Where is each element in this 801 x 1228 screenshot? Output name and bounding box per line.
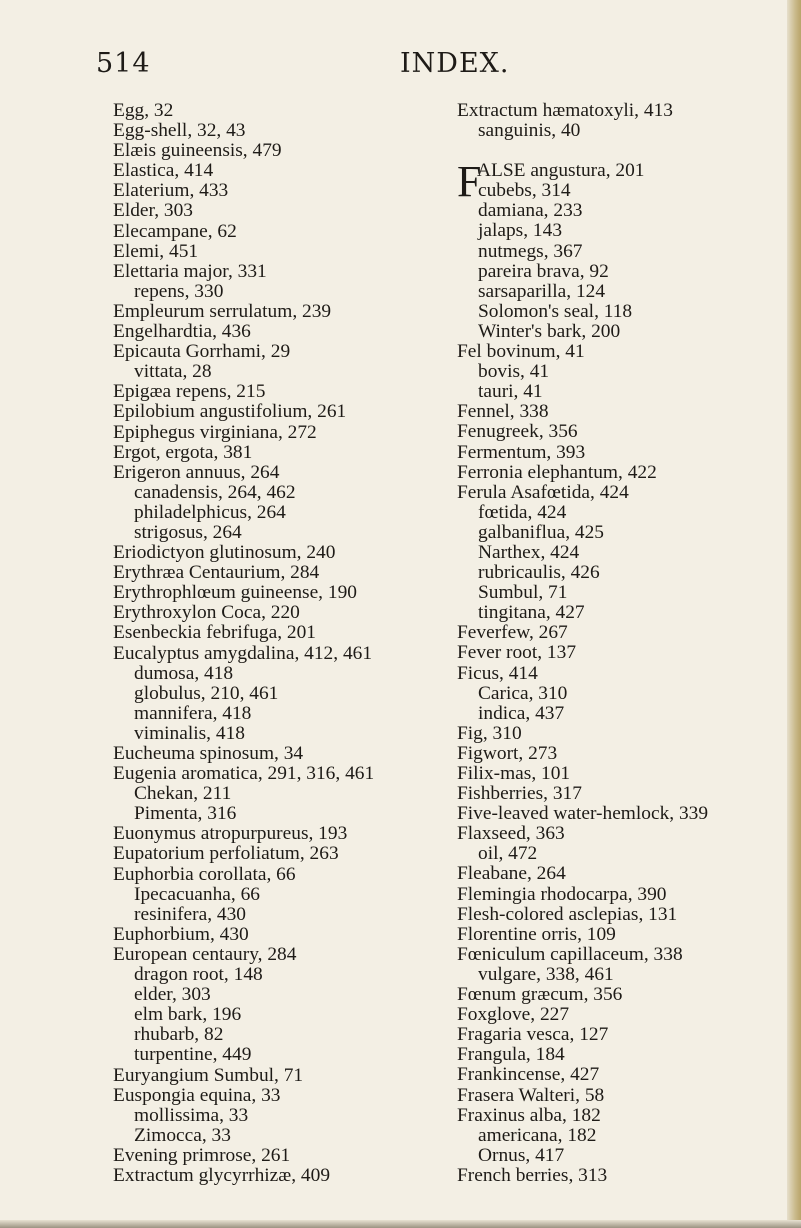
index-entry: Fœniculum capillaceum, 338	[457, 943, 683, 965]
index-subentry: tauri, 41	[478, 381, 543, 403]
index-subentry: Ipecacuanha, 66	[134, 883, 260, 905]
index-entry: Florentine orris, 109	[457, 923, 616, 945]
index-subentry: elder, 303	[134, 984, 211, 1006]
index-entry: Eugenia aromatica, 291, 316, 461	[113, 763, 375, 785]
index-entry: Foxglove, 227	[457, 1004, 570, 1026]
index-entry: Evening primrose, 261	[113, 1144, 291, 1166]
page-header	[0, 48, 801, 88]
index-subentry: dragon root, 148	[134, 964, 263, 986]
index-entry: Epilobium angustifolium, 261	[113, 401, 347, 423]
dropcap-sub-entries	[457, 181, 777, 342]
index-entry: Fenugreek, 356	[457, 421, 578, 443]
page-bottom-shadow	[0, 1220, 801, 1228]
index-entry: Esenbeckia febrifuga, 201	[113, 622, 316, 644]
index-subentry: canadensis, 264, 462	[134, 481, 296, 503]
index-entry: European centaury, 284	[113, 943, 297, 965]
index-entry: Flemingia rhodocarpa, 390	[457, 883, 667, 905]
index-entry: Frangula, 184	[457, 1044, 565, 1066]
index-entry: Elder, 303	[113, 200, 193, 222]
right-column-entries	[457, 342, 777, 1186]
drop-cap-letter: F	[457, 157, 482, 207]
index-entry: Ferronia elephantum, 422	[457, 461, 657, 483]
index-entry: Fraxinus alba, 182	[457, 1104, 601, 1126]
index-entry: Fermentum, 393	[457, 441, 586, 463]
page-edge-shadow	[787, 0, 801, 1228]
index-subentry: americana, 182	[478, 1124, 597, 1146]
index-entry: Euspongia equina, 33	[113, 1084, 281, 1106]
index-subentry: bovis, 41	[478, 361, 550, 383]
index-subentry: dumosa, 418	[134, 662, 234, 684]
index-entry: Erigeron annuus, 264	[113, 461, 280, 483]
right-column-top-entries	[457, 101, 777, 141]
index-subentry: sanguinis, 40	[478, 120, 581, 142]
index-subentry: vulgare, 338, 461	[478, 963, 614, 985]
index-subentry: Pimenta, 316	[134, 803, 237, 825]
index-subentry: repens, 330	[134, 280, 224, 302]
index-entry: Elastica, 414	[113, 160, 214, 182]
index-entry: Euphorbia corollata, 66	[113, 863, 296, 885]
index-entry: Euryangium Sumbul, 71	[113, 1064, 304, 1086]
index-entry: Eriodictyon glutinosum, 240	[113, 542, 336, 564]
index-entry: Erythroxylon Coca, 220	[113, 602, 300, 624]
index-subentry: resinifera, 430	[134, 903, 246, 925]
index-subentry: strigosus, 264	[134, 521, 242, 543]
index-subentry: Solomon's seal, 118	[478, 300, 633, 322]
index-subentry: rubricaulis, 426	[478, 562, 600, 584]
index-subentry: fœtida, 424	[478, 501, 567, 523]
index-entry: Empleurum serrulatum, 239	[113, 300, 332, 322]
index-entry: Ficus, 414	[457, 662, 538, 684]
index-column-left	[113, 101, 433, 1186]
index-entry: Erythrophlœum guineense, 190	[113, 582, 357, 604]
index-entry: Fleabane, 264	[457, 863, 566, 885]
index-entry: Feverfew, 267	[457, 622, 568, 644]
index-entry: Fragaria vesca, 127	[457, 1024, 609, 1046]
index-entry: Extractum hæmatoxyli, 413	[457, 100, 673, 121]
index-entry: Fennel, 338	[457, 401, 549, 423]
index-subentry: turpentine, 449	[134, 1044, 252, 1066]
index-entry: Elettaria major, 331	[113, 260, 267, 282]
index-entry: Flesh-colored asclepias, 131	[457, 903, 678, 925]
index-subentry: mannifera, 418	[134, 702, 252, 724]
index-subentry: galbaniflua, 425	[478, 521, 605, 543]
index-entry: Ergot, ergota, 381	[113, 441, 253, 463]
index-subentry: Zimocca, 33	[134, 1124, 231, 1146]
index-subentry: globulus, 210, 461	[134, 682, 279, 704]
index-subentry: Chekan, 211	[134, 783, 232, 805]
index-subentry: rhubarb, 82	[134, 1024, 224, 1046]
index-entry: Five-leaved water-hemlock, 339	[457, 803, 709, 825]
index-entry: Figwort, 273	[457, 742, 558, 764]
index-entry: Fig, 310	[457, 722, 522, 744]
index-entry: Extractum glycyrrhizæ, 409	[113, 1164, 331, 1186]
index-subentry: oil, 472	[478, 843, 538, 865]
index-subentry: pareira brava, 92	[478, 260, 609, 282]
index-entry: Erythræa Centaurium, 284	[113, 562, 320, 584]
index-entry: Flaxseed, 363	[457, 823, 565, 845]
index-subentry: tingitana, 427	[478, 602, 585, 624]
index-entry: Euphorbium, 430	[113, 923, 249, 945]
index-subentry: Carica, 310	[478, 682, 568, 704]
index-entry: Epicauta Gorrhami, 29	[113, 341, 291, 363]
index-entry: Elemi, 451	[113, 240, 199, 262]
index-entry: Frasera Walteri, 58	[457, 1084, 605, 1106]
index-subentry: Ornus, 417	[478, 1144, 565, 1166]
index-entry: Frankincense, 427	[457, 1064, 600, 1086]
index-subentry: Sumbul, 71	[478, 582, 568, 604]
index-subentry: nutmegs, 367	[478, 240, 583, 262]
index-entry: Egg, 32	[113, 100, 174, 121]
index-subentry: mollissima, 33	[134, 1104, 249, 1126]
index-subentry: Narthex, 424	[478, 541, 580, 563]
index-column-right	[457, 101, 777, 1186]
index-entry: French berries, 313	[457, 1164, 608, 1186]
index-subentry: viminalis, 418	[134, 722, 245, 744]
index-subentry: cubebs, 314	[478, 180, 571, 202]
index-entry: Egg-shell, 32, 43	[113, 120, 246, 142]
index-subentry: philadelphicus, 264	[134, 501, 286, 523]
index-entry: Epigæa repens, 215	[113, 381, 266, 403]
index-entry: Fel bovinum, 41	[457, 341, 585, 363]
letter-f-section	[457, 157, 777, 342]
index-entry: Eupatorium perfoliatum, 263	[113, 843, 339, 865]
index-entry: Elecampane, 62	[113, 220, 237, 242]
index-entry: Filix-mas, 101	[457, 763, 571, 784]
index-subentry: vittata, 28	[134, 361, 212, 383]
index-entry: Eucheuma spinosum, 34	[113, 743, 304, 764]
index-entry: Euonymus atropurpureus, 193	[113, 823, 348, 845]
index-entry: Fever root, 137	[457, 642, 577, 664]
index-subentry: elm bark, 196	[134, 1004, 242, 1026]
page-number: 514	[96, 48, 151, 79]
index-subentry: jalaps, 143	[478, 220, 563, 242]
index-entry: Elæis guineensis, 479	[113, 140, 282, 162]
index-entry: Epiphegus virginiana, 272	[113, 421, 317, 443]
index-entry: ALSE angustura, 201	[477, 160, 645, 182]
index-entry: Fœnum græcum, 356	[457, 984, 623, 1006]
index-entry: Fishberries, 317	[457, 783, 582, 805]
section-gap	[457, 141, 777, 161]
index-subentry: indica, 437	[478, 702, 565, 724]
index-entry: Eucalyptus amygdalina, 412, 461	[113, 642, 373, 664]
index-subentry: Winter's bark, 200	[478, 320, 621, 342]
index-subentry: damiana, 233	[478, 200, 583, 222]
running-title: INDEX.	[400, 48, 510, 79]
index-entry: Ferula Asafœtida, 424	[457, 481, 629, 503]
index-entry: Engelhardtia, 436	[113, 321, 251, 343]
index-entry: Elaterium, 433	[113, 180, 229, 202]
index-subentry: sarsaparilla, 124	[478, 280, 606, 302]
